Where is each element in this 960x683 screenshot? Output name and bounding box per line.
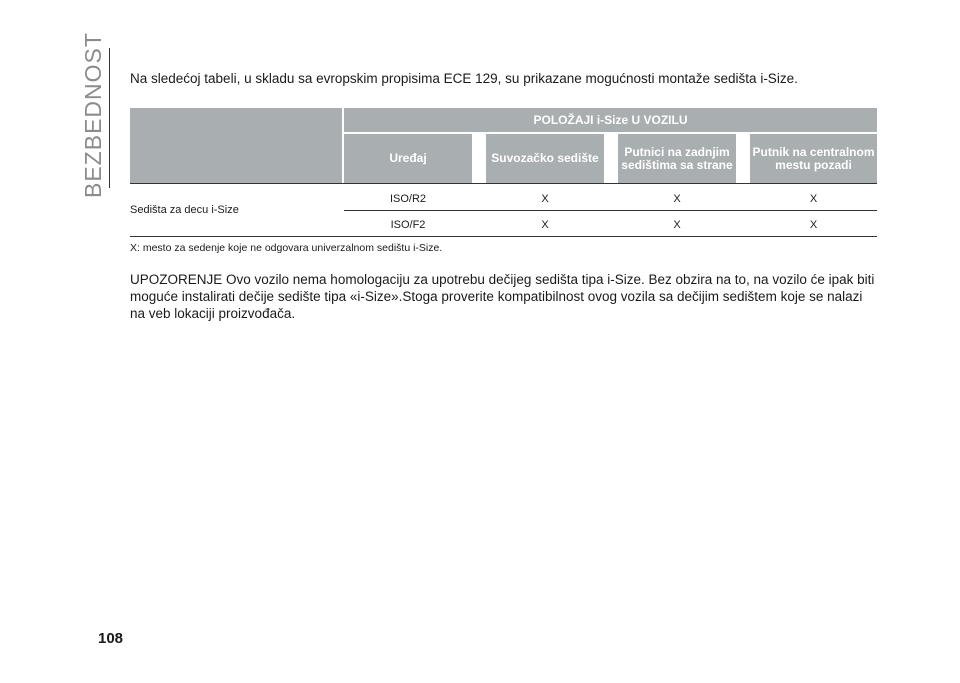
table-bottom-rule xyxy=(130,236,877,237)
intro-paragraph: Na sledećoj tabeli, u skladu sa evropskim propisima ECE 129, su prikazane mogućnosti montaže sedišta i-Size. xyxy=(130,71,798,86)
row-label: Sedišta za decu i-Size xyxy=(130,204,239,216)
table-cell: X xyxy=(809,193,818,205)
column-header-device: Uređaj xyxy=(344,134,472,183)
table-cell: X xyxy=(673,193,681,205)
table-cell: X xyxy=(809,219,818,231)
section-title-text: BEZBEDNOST xyxy=(80,32,106,198)
column-header-rear-center-seat: Putnik na centralnom mestu pozadi xyxy=(750,134,877,183)
section-title xyxy=(80,32,120,198)
column-header-passenger-seat: Suvozačko sedište xyxy=(486,134,604,183)
table-cell: X xyxy=(541,219,549,231)
page-number: 108 xyxy=(98,630,124,647)
table-cell: ISO/R2 xyxy=(389,193,427,205)
column-header-rear-side-seats: Putnici na zadnjim sedištima sa strane xyxy=(618,134,736,183)
table-cell: X xyxy=(541,193,549,205)
table-footnote: X: mesto za sedenje koje ne odgovara univerzalnom sedištu i-Size. xyxy=(130,242,443,254)
table-cell: X xyxy=(673,219,681,231)
row-divider xyxy=(344,210,877,211)
table-group-header: POLOŽAJI i-Size U VOZILU xyxy=(344,108,877,132)
table-header-blank xyxy=(130,108,342,183)
section-divider xyxy=(109,48,110,188)
header-divider xyxy=(130,183,877,184)
warning-paragraph: UPOZORENJE Ovo vozilo nema homologaciju za upotrebu dečijeg sedišta tipa i-Size. Bez obzira na to, na vozilo će ipak biti moguće instalirati dečije sedište tipa «i-Size».Stoga proverite kompatibilnost ovog vozila sa dečijim sedištem koje se nalazi na veb lokaciji proizvođača. xyxy=(130,272,875,321)
table-cell: ISO/F2 xyxy=(390,219,426,231)
